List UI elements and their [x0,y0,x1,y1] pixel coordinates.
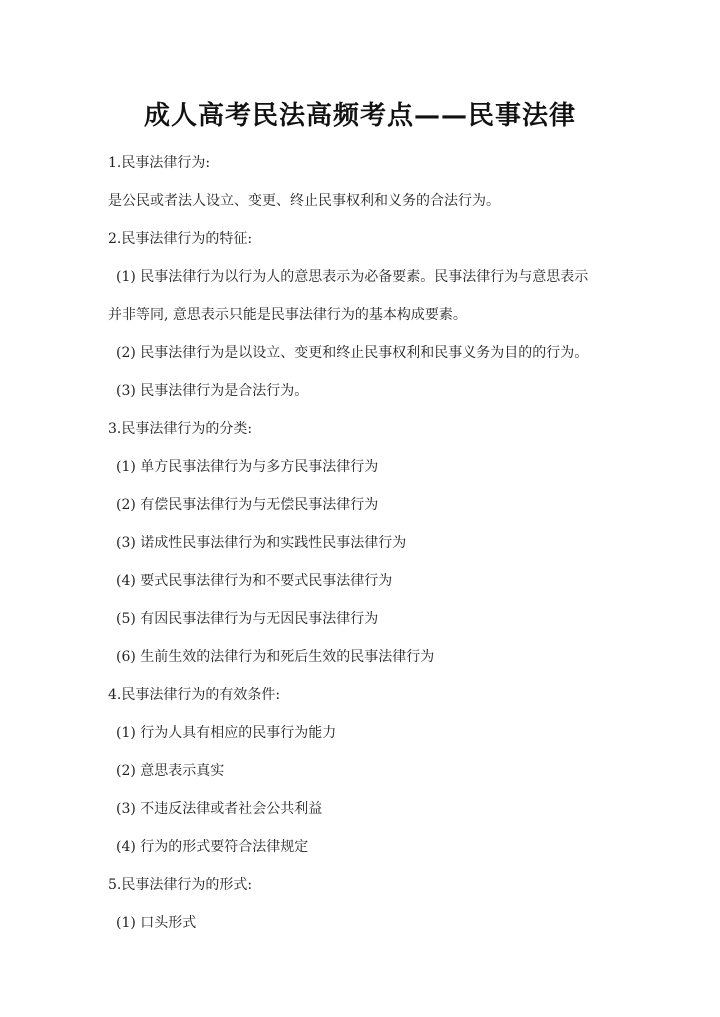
list-item: (3) 民事法律行为是合法行为。 [116,383,309,399]
list-item-continuation: 并非等同, 意思表示只能是民事法律行为的基本构成要素。 [108,307,467,323]
heading-3: 3.民事法律行为的分类: [108,421,253,437]
list-item: (1) 单方民事法律行为与多方民事法律行为 [116,459,379,475]
heading-5: 5.民事法律行为的形式: [108,877,253,893]
document-title: 成人高考民法高频考点——民事法律 [143,101,576,131]
heading-4: 4.民事法律行为的有效条件: [108,687,281,703]
list-item: (2) 意思表示真实 [116,763,225,779]
list-item: (4) 要式民事法律行为和不要式民事法律行为 [116,573,393,589]
list-item: (1) 行为人具有相应的民事行为能力 [116,725,337,741]
list-item: (1) 口头形式 [116,915,197,931]
heading-1: 1.民事法律行为: [108,155,211,171]
heading-2: 2.民事法律行为的特征: [108,231,253,247]
list-item: (1) 民事法律行为以行为人的意思表示为必备要素。民事法律行为与意思表示 [116,269,589,285]
list-item: (2) 民事法律行为是以设立、变更和终止民事权利和民事义务为目的的行为。 [116,345,589,361]
list-item: (4) 行为的形式要符合法律规定 [116,839,309,855]
list-item: (5) 有因民事法律行为与无因民事法律行为 [116,611,379,627]
paragraph-definition: 是公民或者法人设立、变更、终止民事权利和义务的合法行为。 [108,193,500,209]
list-item: (3) 不违反法律或者社会公共利益 [116,801,323,817]
list-item: (3) 诺成性民事法律行为和实践性民事法律行为 [116,535,407,551]
list-item: (2) 有偿民事法律行为与无偿民事法律行为 [116,497,379,513]
list-item: (6) 生前生效的法律行为和死后生效的民事法律行为 [116,649,435,665]
